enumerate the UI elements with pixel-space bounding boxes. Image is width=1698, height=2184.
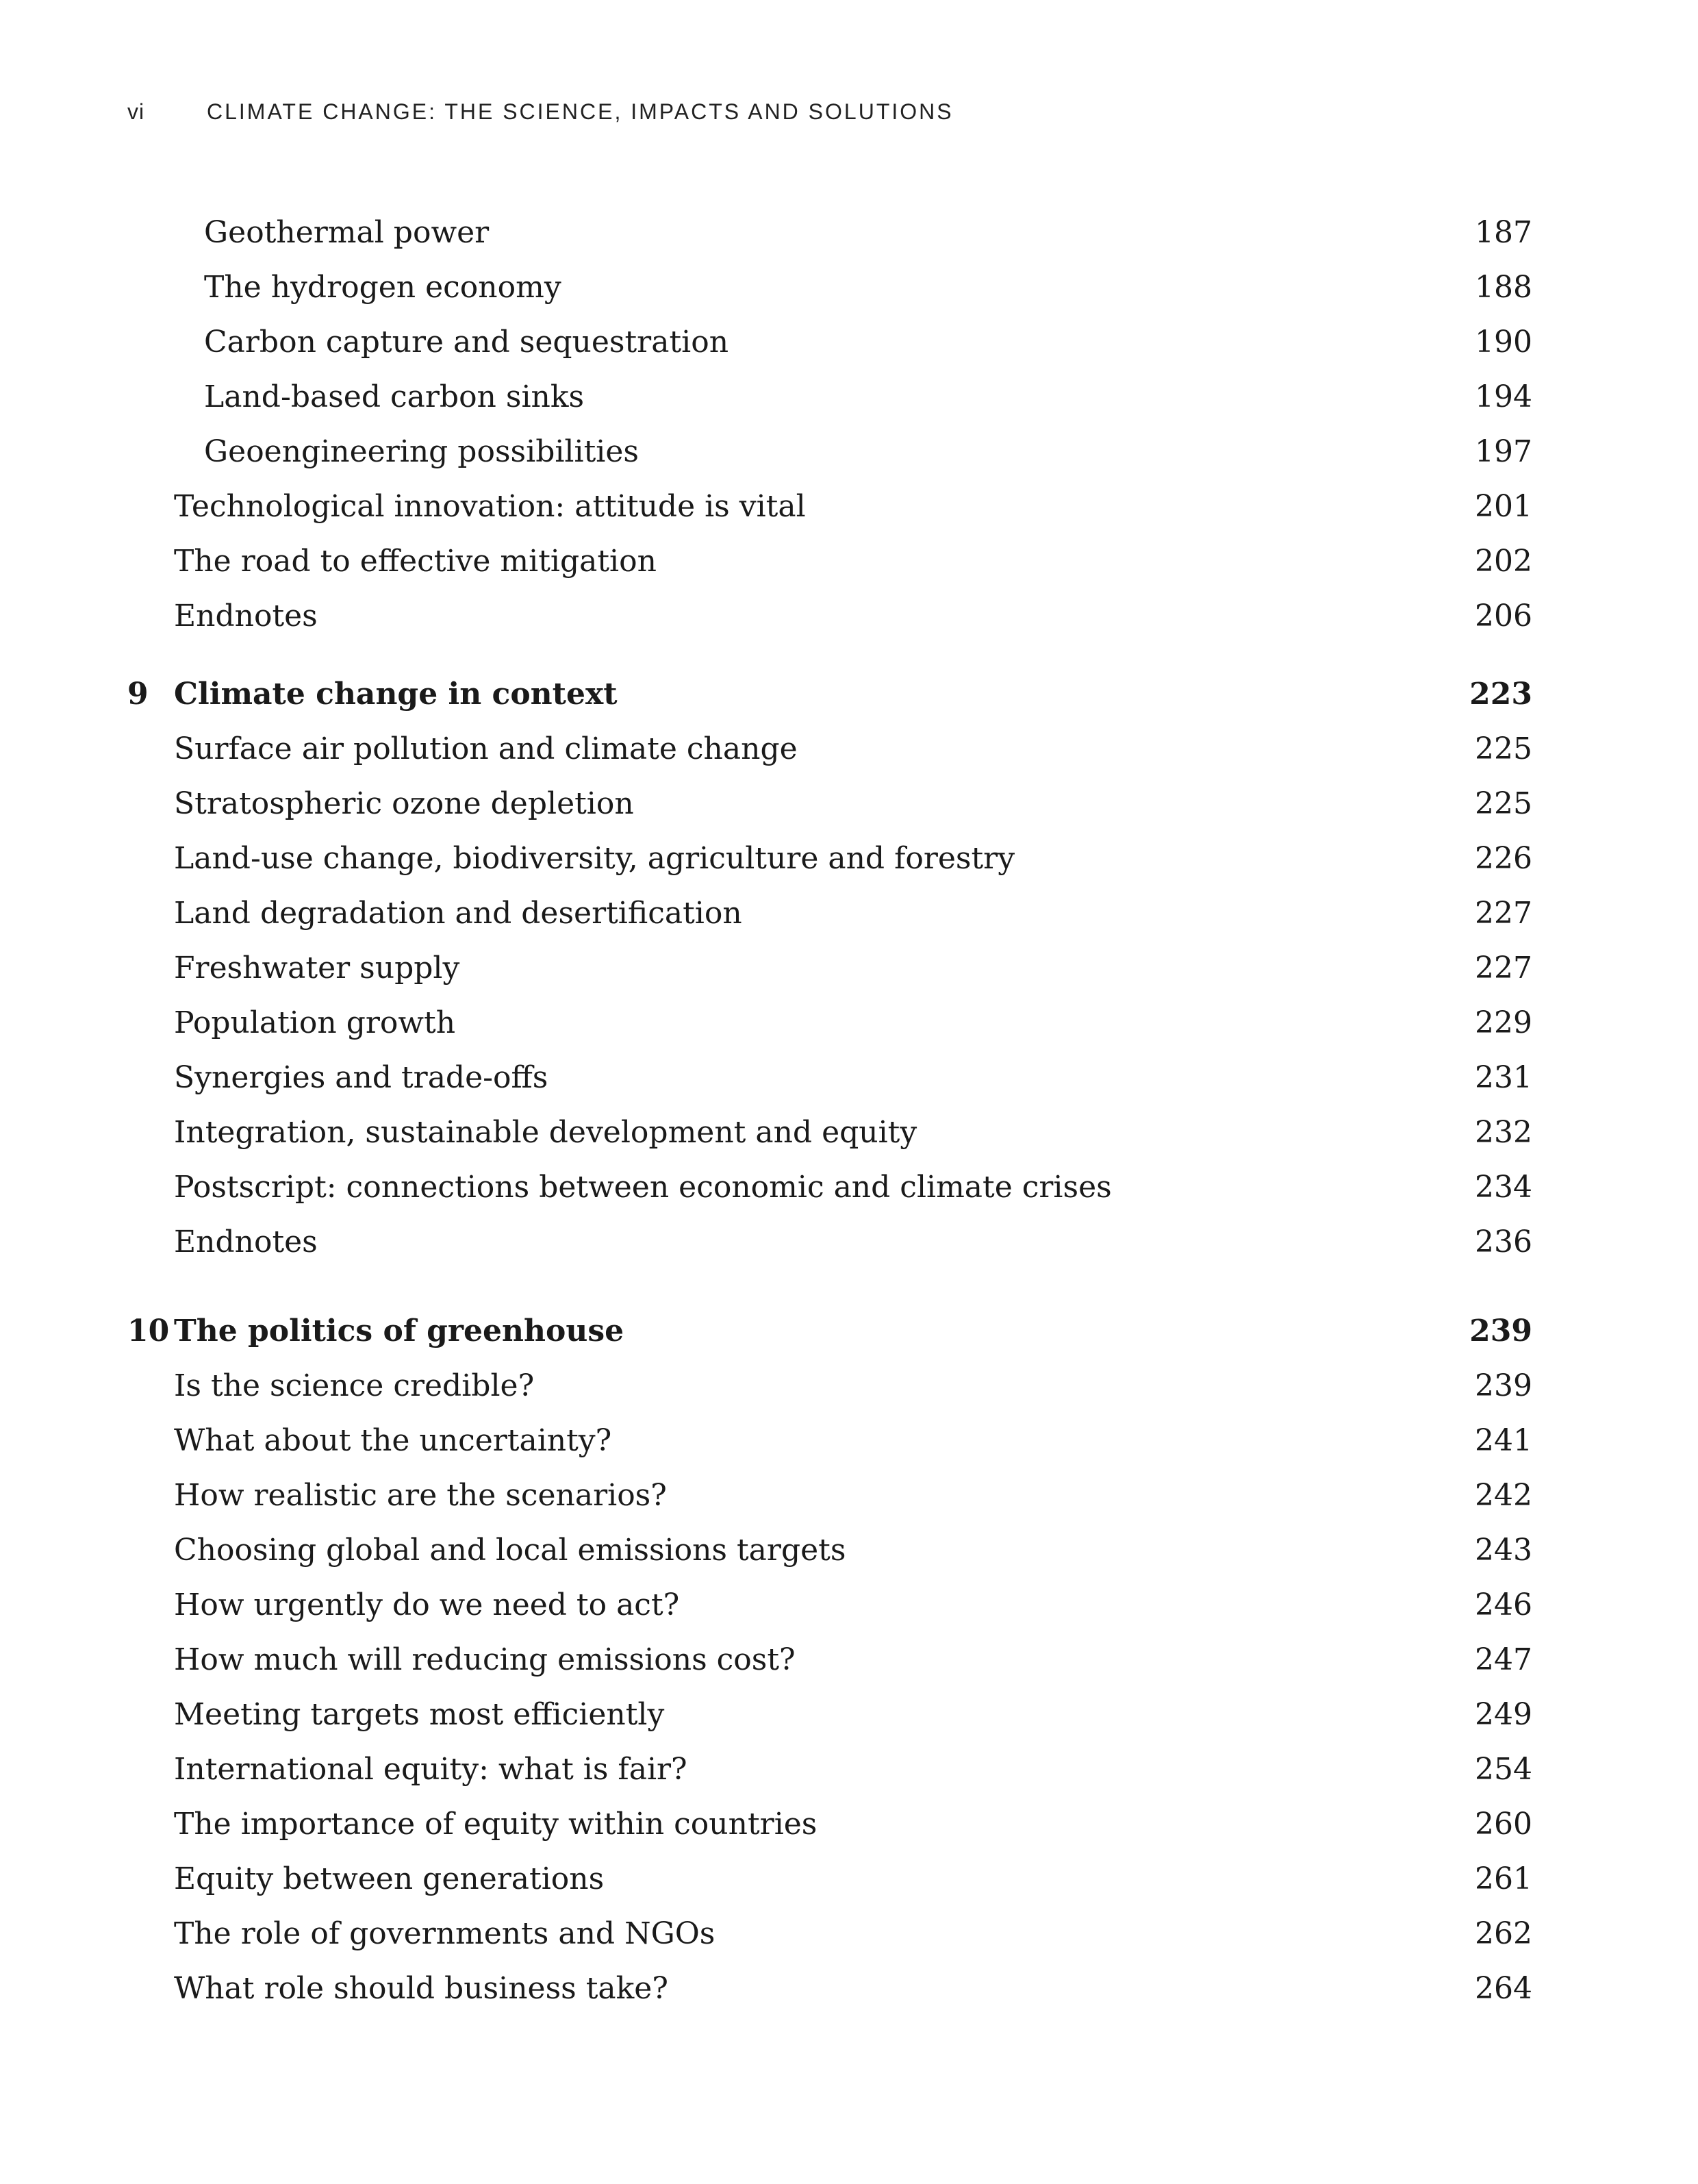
toc-entry-page: 249: [1475, 1697, 1532, 1732]
toc-entry[interactable]: [127, 831, 1532, 886]
toc-entry[interactable]: [127, 1215, 1532, 1270]
chapter-title: Climate change in context: [174, 677, 618, 712]
toc-entry[interactable]: [127, 370, 1532, 425]
toc-entry[interactable]: [127, 315, 1532, 370]
toc-entry-page: 201: [1475, 489, 1532, 524]
toc-entry[interactable]: [127, 479, 1532, 534]
toc-entry-title: What role should business take?: [174, 1971, 668, 2006]
toc-entry-page: 246: [1475, 1587, 1532, 1622]
toc-entry[interactable]: [127, 589, 1532, 644]
toc-entry-title: Stratospheric ozone depletion: [174, 786, 634, 821]
toc-entry[interactable]: [127, 996, 1532, 1051]
toc-entry-page: 254: [1475, 1752, 1532, 1787]
toc-entry-page: 242: [1475, 1478, 1532, 1513]
toc-entry-title: International equity: what is fair?: [174, 1752, 687, 1787]
toc-entry-title: The hydrogen economy: [204, 270, 561, 305]
toc-entry[interactable]: [127, 534, 1532, 589]
toc-entry[interactable]: [127, 425, 1532, 479]
toc-entry-page: 206: [1475, 599, 1532, 633]
chapter-number: 10: [127, 1314, 170, 1348]
toc-entry-title: Postscript: connections between economic and climate crises: [174, 1170, 1112, 1205]
toc-entry-page: 226: [1475, 841, 1532, 876]
toc-entry-title: Endnotes: [174, 599, 318, 633]
toc-entry-page: 243: [1475, 1533, 1532, 1568]
toc-entry-title: Is the science credible?: [174, 1368, 535, 1403]
toc-entry-title: Equity between generations: [174, 1861, 605, 1896]
toc-entry-title: Population growth: [174, 1005, 456, 1040]
toc-entry[interactable]: [127, 941, 1532, 996]
chapter-page: 239: [1469, 1314, 1532, 1348]
toc-entry-page: 262: [1475, 1916, 1532, 1951]
toc-entry-page: 241: [1475, 1423, 1532, 1458]
toc-entry-title: Geoengineering possibilities: [204, 434, 639, 469]
toc-entry-page: 260: [1475, 1807, 1532, 1842]
toc-entry-title: The road to effective mitigation: [174, 544, 657, 579]
toc-entry[interactable]: [127, 1797, 1532, 1852]
toc-entry-page: 247: [1475, 1642, 1532, 1677]
toc-entry[interactable]: [127, 1468, 1532, 1523]
chapter-number: 9: [127, 677, 149, 712]
toc-entry-page: 234: [1475, 1170, 1532, 1205]
toc-entry-title: How much will reducing emissions cost?: [174, 1642, 796, 1677]
toc-entry[interactable]: [127, 1359, 1532, 1414]
toc-entry-title: Choosing global and local emissions targets: [174, 1533, 846, 1568]
toc-entry-title: Carbon capture and sequestration: [204, 325, 729, 360]
toc-entry[interactable]: [127, 1907, 1532, 1961]
toc-entry-page: 225: [1475, 786, 1532, 821]
toc-entry[interactable]: [127, 1687, 1532, 1742]
toc-entry[interactable]: [127, 1578, 1532, 1633]
toc-entry-title: Geothermal power: [204, 215, 490, 250]
toc-entry[interactable]: [127, 1633, 1532, 1687]
page-folio: vi: [127, 99, 145, 124]
toc-chapter-9[interactable]: [127, 667, 1532, 722]
chapter-title: The politics of greenhouse: [174, 1314, 624, 1348]
table-of-contents: [127, 205, 1532, 2016]
toc-entry[interactable]: [127, 260, 1532, 315]
toc-entry-title: The role of governments and NGOs: [174, 1916, 715, 1951]
toc-entry[interactable]: [127, 1852, 1532, 1907]
toc-entry-title: Freshwater supply: [174, 951, 460, 986]
toc-entry[interactable]: [127, 1742, 1532, 1797]
toc-entry-page: 197: [1475, 434, 1532, 469]
toc-entry-title: Synergies and trade-offs: [174, 1060, 548, 1095]
toc-entry-title: Meeting targets most efficiently: [174, 1697, 665, 1732]
toc-entry-title: Endnotes: [174, 1225, 318, 1259]
toc-entry-page: 194: [1475, 379, 1532, 414]
toc-entry[interactable]: [127, 722, 1532, 777]
running-head: [127, 95, 954, 129]
toc-entry[interactable]: [127, 205, 1532, 260]
toc-entry-title: Surface air pollution and climate change: [174, 731, 798, 766]
toc-entry-title: The importance of equity within countries: [174, 1807, 818, 1842]
toc-entry[interactable]: [127, 1051, 1532, 1105]
toc-entry-page: 227: [1475, 896, 1532, 931]
toc-entry-title: Land-use change, biodiversity, agriculture and forestry: [174, 841, 1015, 876]
toc-entry-page: 202: [1475, 544, 1532, 579]
toc-entry-page: 229: [1475, 1005, 1532, 1040]
toc-entry-title: What about the uncertainty?: [174, 1423, 612, 1458]
toc-entry-page: 232: [1475, 1115, 1532, 1150]
toc-entry-page: 227: [1475, 951, 1532, 986]
book-title: CLIMATE CHANGE: THE SCIENCE, IMPACTS AND SOLUTIONS: [207, 99, 954, 124]
toc-chapter-10[interactable]: [127, 1304, 1532, 1359]
toc-entry-title: Technological innovation: attitude is vital: [174, 489, 806, 524]
toc-entry[interactable]: [127, 1160, 1532, 1215]
toc-entry-title: Integration, sustainable development and equity: [174, 1115, 917, 1150]
toc-entry-page: 225: [1475, 731, 1532, 766]
toc-entry-page: 187: [1475, 215, 1532, 250]
toc-entry-page: 188: [1475, 270, 1532, 305]
toc-entry-page: 261: [1475, 1861, 1532, 1896]
toc-entry-page: 190: [1475, 325, 1532, 360]
toc-entry-page: 231: [1475, 1060, 1532, 1095]
toc-entry[interactable]: [127, 777, 1532, 831]
toc-entry[interactable]: [127, 1105, 1532, 1160]
toc-entry[interactable]: [127, 1523, 1532, 1578]
toc-entry-title: Land-based carbon sinks: [204, 379, 585, 414]
toc-entry[interactable]: [127, 886, 1532, 941]
toc-entry-title: Land degradation and desertification: [174, 896, 742, 931]
toc-entry-page: 239: [1475, 1368, 1532, 1403]
toc-entry-page: 264: [1475, 1971, 1532, 2006]
toc-entry-page: 236: [1475, 1225, 1532, 1259]
chapter-page: 223: [1469, 677, 1532, 712]
toc-entry-title: How urgently do we need to act?: [174, 1587, 680, 1622]
toc-entry[interactable]: [127, 1414, 1532, 1468]
toc-entry[interactable]: [127, 1961, 1532, 2016]
toc-entry-title: How realistic are the scenarios?: [174, 1478, 667, 1513]
